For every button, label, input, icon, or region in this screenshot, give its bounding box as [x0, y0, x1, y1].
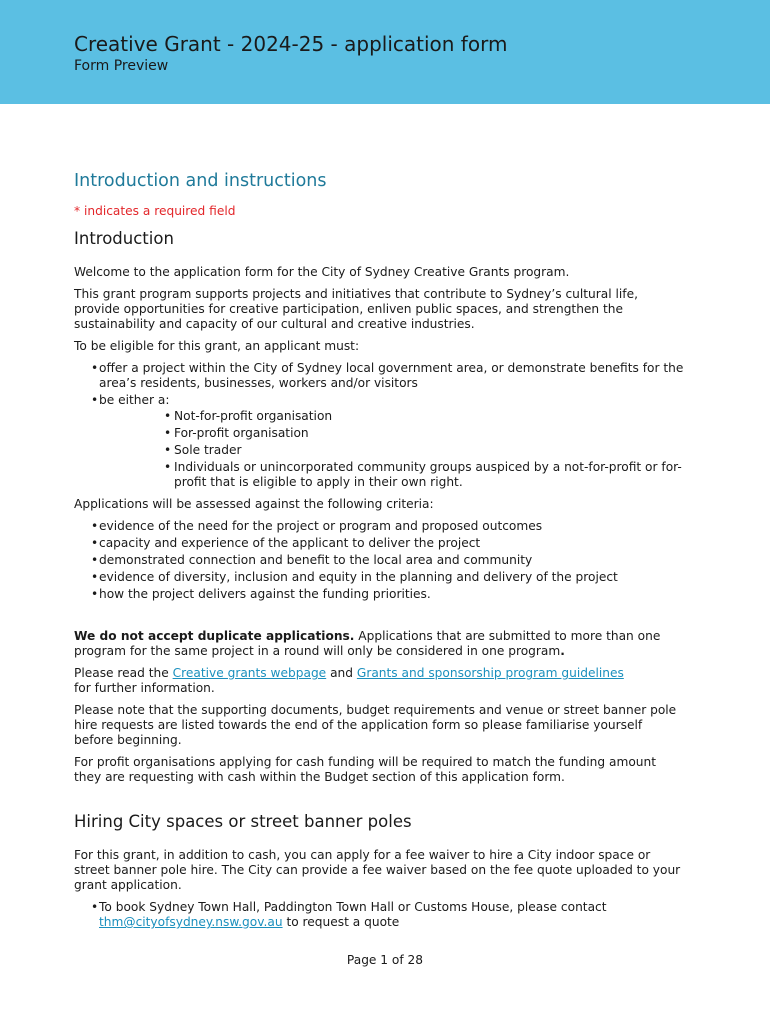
hiring-text: For this grant, in addition to cash, you can apply for a fee waiver to hire a City indoor space or street banner pole hire. The City can provide a fee waiver based on the fee quote uploaded to your grant application.: [74, 848, 681, 892]
hiring-heading: Hiring City spaces or street banner poles: [74, 812, 412, 831]
hiring-list: [74, 900, 684, 930]
duplicate-notice: We do not accept duplicate applications. Applications that are submitted to more than one program for the same project in a round will only be considered in one program.: [74, 629, 661, 658]
form-title: Creative Grant - 2024-25 - application form: [74, 32, 508, 56]
eligibility-list: [74, 361, 684, 490]
list-item: • Individuals or unincorporated community groups auspiced by a not-for-profit or for-profit that is eligible to apply in their own right.: [99, 460, 684, 490]
list-item: • For-profit organisation: [99, 426, 684, 441]
introduction-heading: Introduction: [74, 229, 174, 248]
eligibility-lead: To be eligible for this grant, an applicant must:: [74, 339, 360, 353]
list-item: • demonstrated connection and benefit to the local area and community: [74, 553, 684, 568]
form-content: [74, 170, 684, 937]
page-number: Page 1 of 28: [346, 953, 424, 967]
criteria-list: [74, 519, 684, 602]
supporting-docs-note: Please note that the supporting documents, budget requirements and venue or street banner pole hire requests are listed towards the end of the application form so please familiarise yourself before beginning.: [74, 703, 677, 747]
entity-type-list: [99, 409, 684, 490]
section-title: Introduction and instructions: [74, 171, 327, 191]
list-item: • capacity and experience of the applicant to deliver the project: [74, 536, 684, 551]
required-field-note: * indicates a required field: [74, 204, 236, 218]
list-item: • evidence of the need for the project or program and proposed outcomes: [74, 519, 684, 534]
email-link[interactable]: thm@cityofsydney.nsw.gov.au: [99, 915, 283, 929]
creative-grants-link[interactable]: Creative grants webpage: [172, 666, 327, 680]
for-profit-note: For profit organisations applying for cash funding will be required to match the funding amount they are requesting with cash within the Budget section of this application form.: [74, 755, 657, 784]
list-item: • To book Sydney Town Hall, Paddington Town Hall or Customs House, please contact thm@cityofsydney.nsw.gov.au to request a quote: [74, 900, 684, 930]
list-item: • be either a: • Not-for-profit organisation • For-profit organisation • Sole trader • Individuals or unincorporated community groups auspiced by a not-for-profit or for-profit that is eligible to apply in their own right.: [74, 393, 684, 490]
list-item: • evidence of diversity, inclusion and equity in the planning and delivery of the project: [74, 570, 684, 585]
welcome-text: Welcome to the application form for the City of Sydney Creative Grants program.: [74, 265, 570, 279]
duplicate-notice-bold: We do not accept duplicate applications.: [74, 629, 355, 643]
list-item: • Not-for-profit organisation: [99, 409, 684, 424]
form-header: [0, 0, 770, 104]
further-info: Please read the Creative grants webpage and Grants and sponsorship program guidelines for further information.: [74, 666, 624, 695]
program-text: This grant program supports projects and initiatives that contribute to Sydney’s cultural life, provide opportunities for creative participation, enliven public spaces, and strengthen the sustainability and capacity of our cultural and creative industries.: [74, 287, 638, 331]
list-item: • how the project delivers against the funding priorities.: [74, 587, 684, 602]
form-subtitle: Form Preview: [74, 58, 169, 74]
guidelines-link[interactable]: Grants and sponsorship program guidelines: [356, 666, 624, 680]
criteria-lead: Applications will be assessed against the following criteria:: [74, 497, 434, 511]
list-item: • offer a project within the City of Sydney local government area, or demonstrate benefits for the area’s residents, businesses, workers and/or visitors: [74, 361, 684, 391]
list-item: • Sole trader: [99, 443, 684, 458]
